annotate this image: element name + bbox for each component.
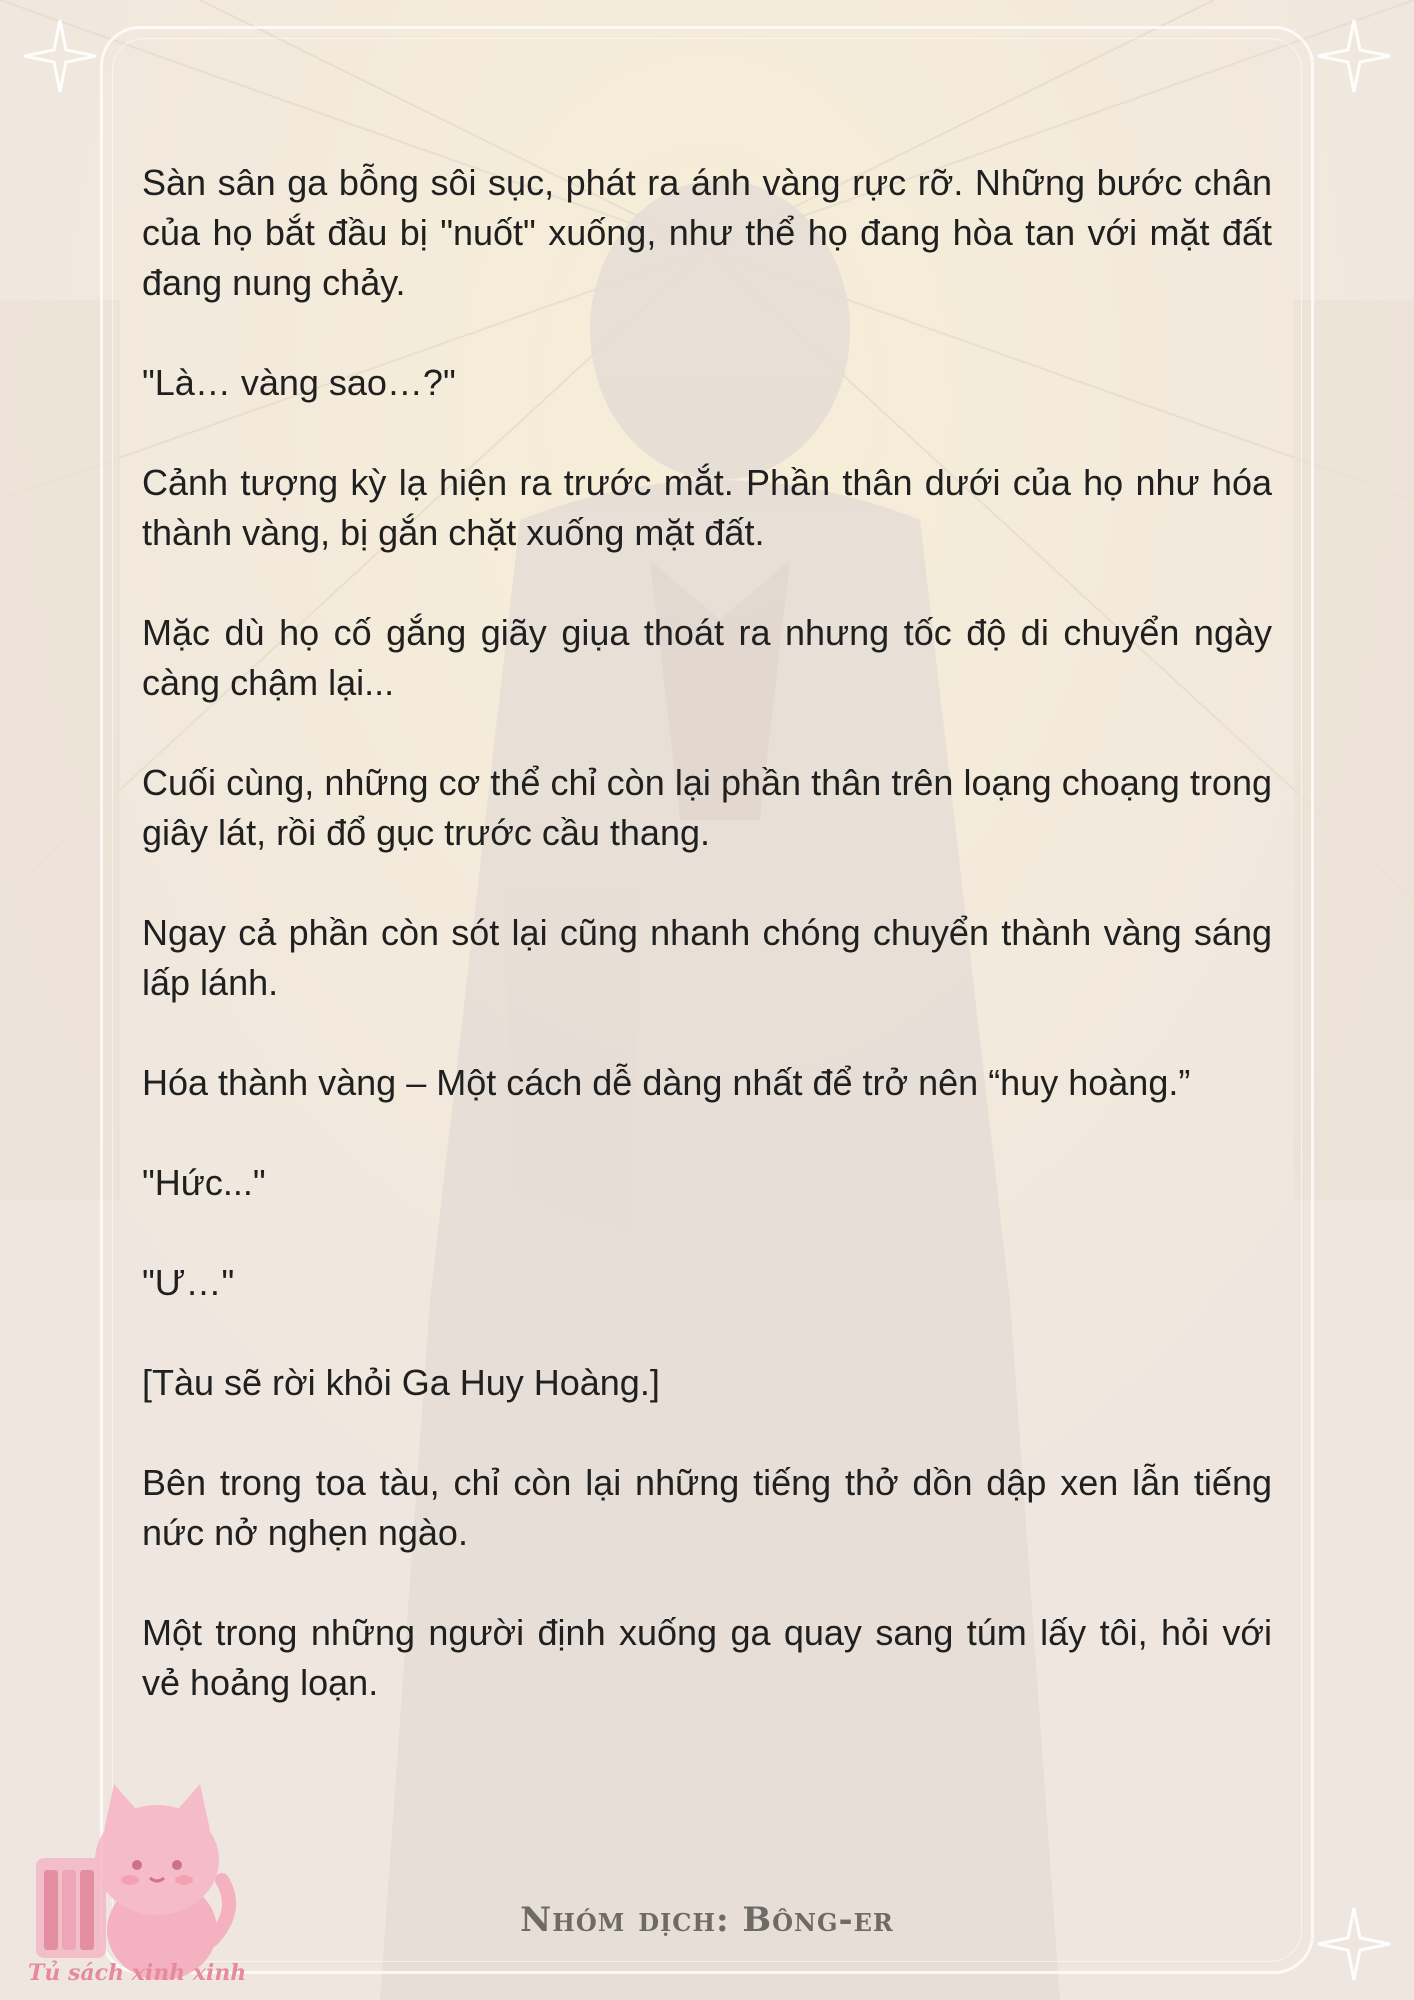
paragraph: Mặc dù họ cố gắng giãy giụa thoát ra nhưng tốc độ di chuyển ngày càng chậm lại... — [142, 612, 1272, 703]
credit-text: Nhóm dịch: Bông-er — [520, 1900, 894, 1940]
paragraph: Bên trong toa tàu, chỉ còn lại những tiếng thở dồn dập xen lẫn tiếng nức nở nghẹn ngào. — [142, 1462, 1272, 1553]
paragraph: Hóa thành vàng – Một cách dễ dàng nhất để trở nên “huy hoàng.” — [142, 1062, 1191, 1103]
paragraph: "Hức..." — [142, 1162, 266, 1203]
paragraph: "Là… vàng sao…?" — [142, 362, 456, 403]
paragraph: [Tàu sẽ rời khỏi Ga Huy Hoàng.] — [142, 1362, 660, 1403]
logo-text: Tủ sách xinh xinh — [28, 1960, 247, 1986]
paragraph: Sàn sân ga bỗng sôi sục, phát ra ánh vàng rực rỡ. Những bước chân của họ bắt đầu bị "nuốt" xuống, như thể họ đang hòa tan với mặt đất đang nung chảy. — [142, 162, 1272, 303]
translator-credit — [0, 1900, 1414, 1940]
paragraph: Một trong những người định xuống ga quay sang túm lấy tôi, hỏi với vẻ hoảng loạn. — [142, 1612, 1272, 1703]
page-text — [142, 158, 1272, 1758]
paragraph: Cảnh tượng kỳ lạ hiện ra trước mắt. Phần thân dưới của họ như hóa thành vàng, bị gắn chặt xuống mặt đất. — [142, 462, 1272, 553]
paragraph: Cuối cùng, những cơ thể chỉ còn lại phần thân trên loạng choạng trong giây lát, rồi đổ gục trước cầu thang. — [142, 762, 1272, 853]
paragraph: Ngay cả phần còn sót lại cũng nhanh chóng chuyển thành vàng sáng lấp lánh. — [142, 912, 1272, 1003]
paragraph: "Ư…" — [142, 1262, 235, 1303]
